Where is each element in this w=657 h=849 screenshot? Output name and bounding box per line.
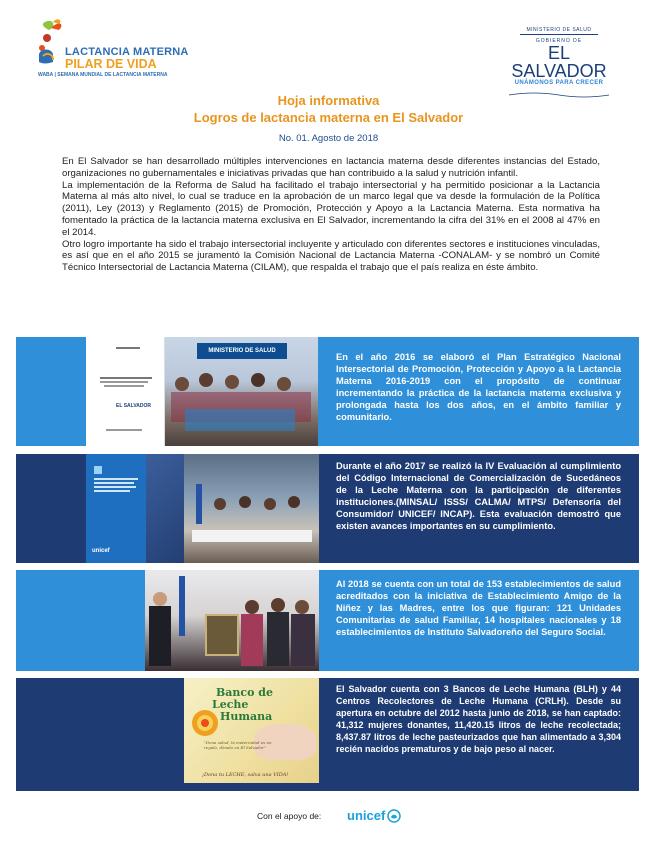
achievement-2-images xyxy=(86,454,319,563)
poster-title-1: Banco de xyxy=(216,686,273,699)
government-slogan: UNÁMONOS PARA CRECER xyxy=(514,80,604,86)
poster-cta: ¡Dona tu LECHE, salva una VIDA! xyxy=(202,772,289,778)
intro-paragraph: En El Salvador se han desarrollado múltiples intervenciones en lactancia materna desde diferentes instancias del Estado, organizaciones no gubernamentales e iniciativas privadas que han contribuido a la salud y nutrición infantil. xyxy=(62,156,600,179)
poster-title-2: Leche xyxy=(212,698,249,711)
campaign-logo xyxy=(35,18,205,83)
award-ceremony-photo xyxy=(145,570,319,671)
support-label: Con el apoyo de: xyxy=(257,811,322,821)
unicef-mini-logo: unicef xyxy=(92,548,110,554)
group-photo xyxy=(165,337,318,446)
achievement-1-images xyxy=(86,337,318,446)
poster-title-3: Humana xyxy=(220,710,273,723)
achievement-band-2 xyxy=(16,454,639,563)
intro-paragraph: La implementación de la Reforma de Salud ha facilitado el trabajo intersectorial y ha permitido posicionar a la Lactancia Materna al más alto nivel, lo cual se traduce en la aprobación de un marco legal que va desde la formulación de la Política (2011), Ley (2013) y Reglamento (2015) de Promoción, Protección y Apoyo a la Lactancia Materna. Esta normativa ha fomentado la práctica de la lactancia materna exclusiva en El Salvador, incrementando la cifra del 31% en el 2008 al 47% en el 2014. xyxy=(62,179,600,238)
ministry-label: MINISTERIO DE SALUD xyxy=(520,27,597,35)
mother-child-photo xyxy=(146,454,184,563)
unicef-globe-icon xyxy=(387,809,401,823)
achievement-3-images xyxy=(145,570,319,671)
document-issue: No. 01. Agosto de 2018 xyxy=(278,133,379,144)
achievement-band-3 xyxy=(16,570,639,671)
el-salvador-mini-logo: EL SALVADOR xyxy=(116,403,152,409)
achievement-band-4 xyxy=(16,678,639,791)
plan-document-cover xyxy=(86,337,165,446)
achievement-band-1 xyxy=(16,337,639,446)
meeting-photo xyxy=(184,454,319,563)
campaign-title: LACTANCIA MATERNA xyxy=(65,46,189,58)
document-type: Hoja informativa xyxy=(277,93,380,108)
achievement-3-text: Al 2018 se cuenta con un total de 153 establecimientos de salud acreditados con la iniciativa de Establecimiento Amigo de la Niñez y las Madres, entre los que figuran: 121 Unidades Comunitarias de salud Familiar, 14 hospitales nacionales y 18 establecimientos de Instituto Salvadoreño del Seguro Social. xyxy=(336,579,621,637)
intro-paragraph: Otro logro importante ha sido el trabajo intersectorial incluyente y articulado con diferentes sectores e instituciones vinculadas, es así que en el año 2015 se juramentó la Comisión Nacional de Lactancia Materna -CONALAM- y se nombró un Comité Técnico Intersectorial de Lactancia Materna (CILAM), que respalda el trabajo que el país realiza en éste ámbito. xyxy=(62,238,600,274)
photo-banner: MINISTERIO DE SALUD xyxy=(197,343,287,359)
document-heading xyxy=(0,92,657,144)
milk-bank-emblem-icon xyxy=(190,708,220,738)
government-logo xyxy=(499,18,619,86)
page-header xyxy=(0,0,657,90)
campaign-subtitle: PILAR DE VIDA xyxy=(65,57,157,71)
poster-quote: "Dona salud, la maternidad es un regalo, dónalo en El Salvador" xyxy=(204,740,272,750)
evaluation-report-cover xyxy=(86,454,146,563)
achievement-2-text: Durante el año 2017 se realizó la IV Evaluación al cumplimiento del Código Internacional de Comercialización de Sucedáneos de la Leche Materna con la participación de diferentes instituciones.(MINSAL/ ISSS/ CALMA/ MTPS/ Defensoría del Consumidor/ UNICEF/ INCAP). Esta evaluación demostró que existen avances importantes en su cumplimiento. xyxy=(336,461,621,531)
achievement-4-text: El Salvador cuenta con 3 Bancos de Leche Humana (BLH) y 44 Centros Recolectores de Leche Humana (CRLH). Desde su apertura en octubre del 2012 hasta junio de 2018, se han captado: 41,312 mujeres donantes, 11,420.15 litros de leche recolectada; 8,437.87 litros de leche pasteurizados que han alimentado a 3,304 recién nacidos prematuros y de bajo peso al nacer. xyxy=(336,684,621,754)
country-label: EL SALVADOR xyxy=(511,43,607,81)
unicef-logo: unicef xyxy=(347,808,386,823)
milk-bank-poster xyxy=(184,678,319,783)
campaign-tagline: WABA | SEMANA MUNDIAL DE LACTANCIA MATERNA xyxy=(38,72,168,78)
government-label: GOBIERNO DE xyxy=(535,38,583,44)
document-title: Logros de lactancia materna en El Salvador xyxy=(193,110,464,125)
achievement-1-text: En el año 2016 se elaboró el Plan Estratégico Nacional Intersectorial de Promoción, Protección y Apoyo a la Lactancia Materna 2016-2019 con el propósito de continuar incrementando la práctica de la lactancia materna exclusiva y prolongada hasta los dos años, en el ámbito familiar y comunitario. xyxy=(336,352,621,422)
family-icon xyxy=(35,18,69,70)
page-footer xyxy=(0,808,657,828)
intro-text xyxy=(62,156,600,274)
